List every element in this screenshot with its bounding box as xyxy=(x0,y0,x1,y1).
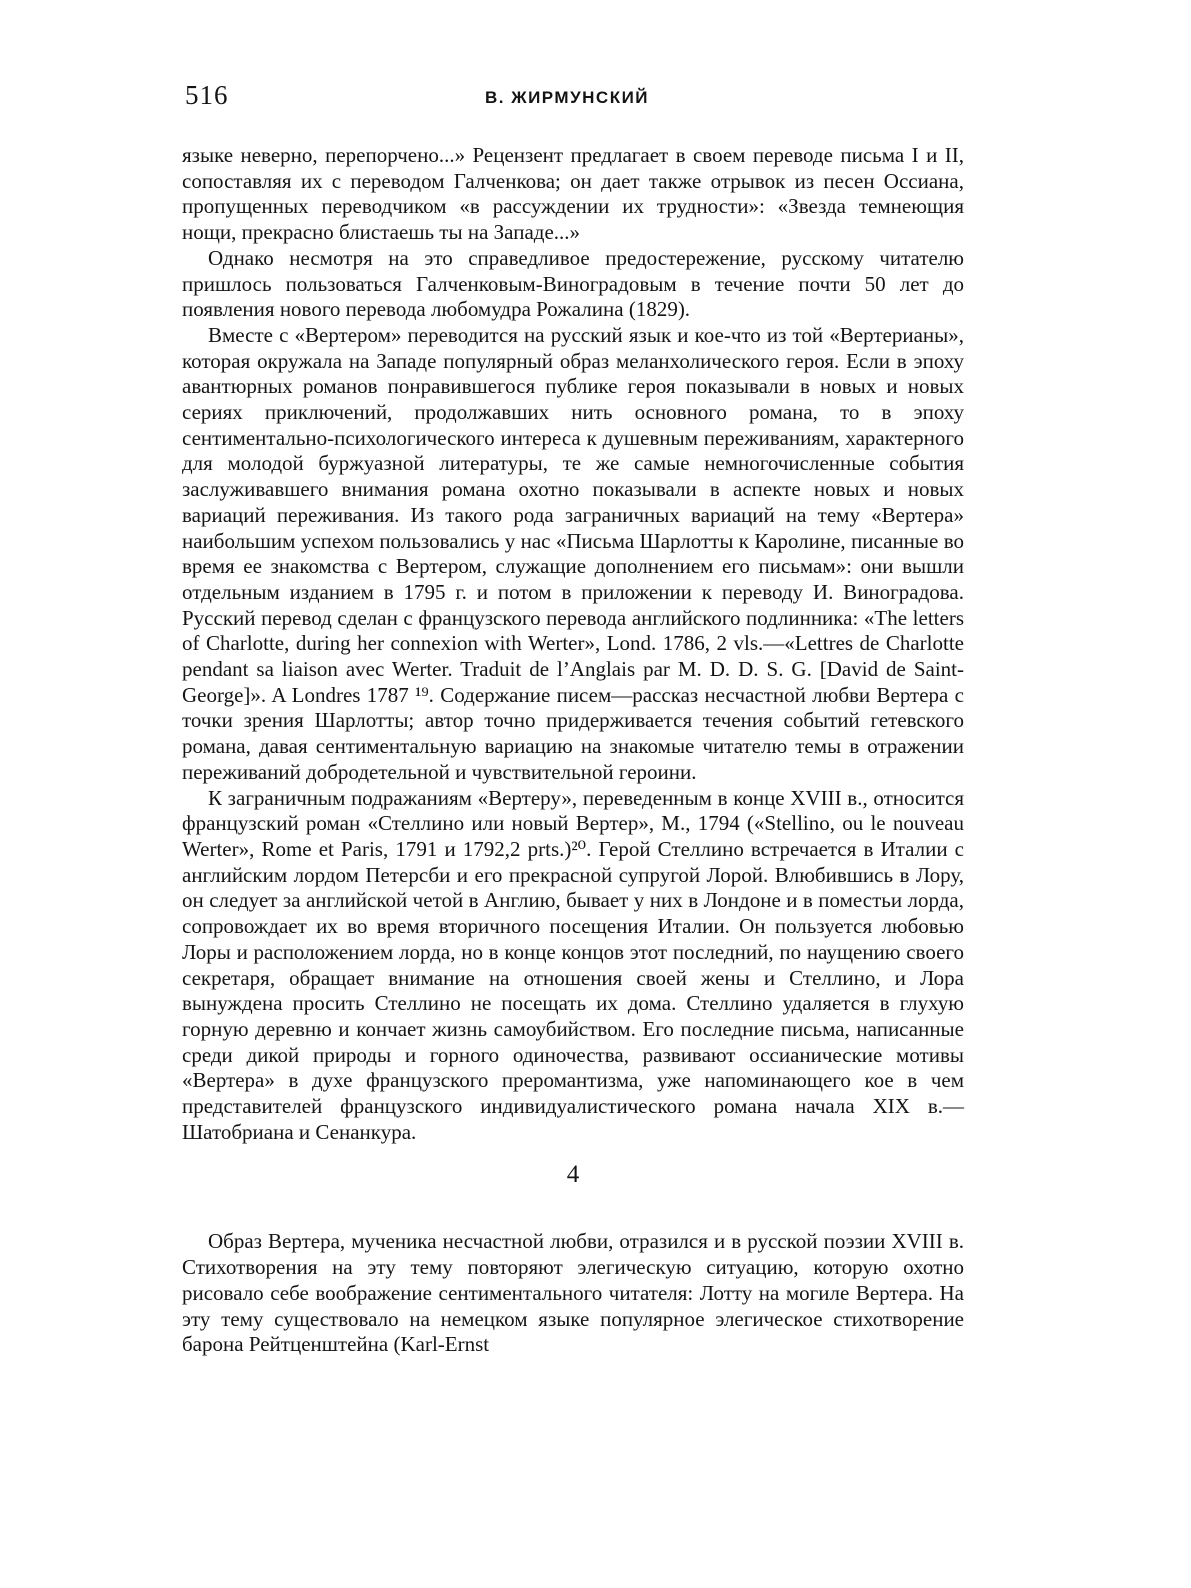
paragraph-continued: языке неверно, перепорчено...» Рецензент предлагает в своем переводе письма I и II, сопоставляя их с переводом Галченкова; он дает также отрывок из песен Оссиана, пропущенных переводчиком «в рассуждении их трудности»: «Звезда темнеющия нощи, прекрасно блистаешь ты на Западе...» xyxy=(182,143,964,245)
paragraph: Образ Вертера, мученика несчастной любви, отразился и в русской поэзии XVIII в. Стихотворения на эту тему повторяют элегическую ситуацию, которую охотно рисовало себе воображение сентиментального читателя: Лотту на могиле Вертера. На эту тему существовало на немецком языке популярное элегическое стихотворение барона Рейтценштейна (Karl-Ernst xyxy=(182,1229,964,1357)
page-number: 516 xyxy=(185,80,229,110)
page-header xyxy=(185,80,985,116)
paragraph: Однако несмотря на это справедливое предостережение, русскому читателю пришлось пользоваться Галченковым-Виноградовым в течение почти 50 лет до появления нового перевода любомудра Рожалина (1829). xyxy=(182,245,964,322)
section-number: 4 xyxy=(566,1161,580,1189)
paragraph: К заграничным подражаниям «Вертеру», переведенным в конце XVIII в., относится французский роман «Стеллино или новый Вертер», М., 1794 («Stellino, ou le nouveau Werter», Rome et Paris, 1791 и 1792,2 prts.)²⁰. Герой Стеллино встречается в Италии с английским лордом Петерсби и его прекрасной супругой Лорой. Влюбившись в Лору, он следует за английской четой в Англию, бывает у них в Лондоне и в поместьи лорда, сопровождает их во время вторичного посещения Италии. Он пользуется любовью Лоры и расположением лорда, но в конце концов этот последний, по наущению своего секретаря, обращает внимание на отношения своей жены и Стеллино, и Лора вынуждена просить Стеллино не посещать их дома. Стеллино удаляется в глухую горную деревню и кончает жизнь самоубийством. Его последние письма, написанные среди дикой природы и горного одиночества, развивают оссианические мотивы «Вертера» в духе французского преромантизма, уже напоминающего кое в чем представителей французского индивидуалистического романа начала XIX в.—Шатобриана и Сенанкура. xyxy=(182,785,964,1144)
paragraph: Вместе с «Вертером» переводится на русский язык и кое-что из той «Вертерианы», которая окружала на Западе популярный образ меланхолического героя. Если в эпоху авантюрных романов понравившегося публике героя показывали в новых и новых сериях приключений, продолжавших нить основного романа, то в эпоху сентиментально-психологического интереса к душевным переживаниям, характерного для молодой буржуазной литературы, те же самые немногочисленные события заслуживавшего внимания романа охотно показывали в аспекте новых и новых вариаций переживания. Из такого рода заграничных вариаций на тему «Вертера» наибольшим успехом пользовались у нас «Письма Шарлотты к Каролине, писанные во время ее знакомства с Вертером, служащие дополнением его письмам»: они вышли отдельным изданием в 1795 г. и потом в приложении к переводу И. Виноградова. Русский перевод сделан с французского перевода английского подлинника: «The letters of Charlotte, during her connexion with Werter», Lond. 1786, 2 vls.—«Lettres de Charlotte pendant sa liaison avec Werter. Traduit de l’Anglais par M. D. D. S. G. [David de Saint-George]». A Londres 1787 ¹⁹. Содержание писем—рассказ несчастной любви Вертера с точки зрения Шарлотты; автор точно придерживается течения событий гетевского романа, давая сентиментальную вариацию на знакомые читателю темы в отражении переживаний добродетельной и чувствительной героини. xyxy=(182,322,964,784)
running-head: В. ЖИРМУНСКИЙ xyxy=(485,88,650,107)
body-text xyxy=(182,143,964,1358)
